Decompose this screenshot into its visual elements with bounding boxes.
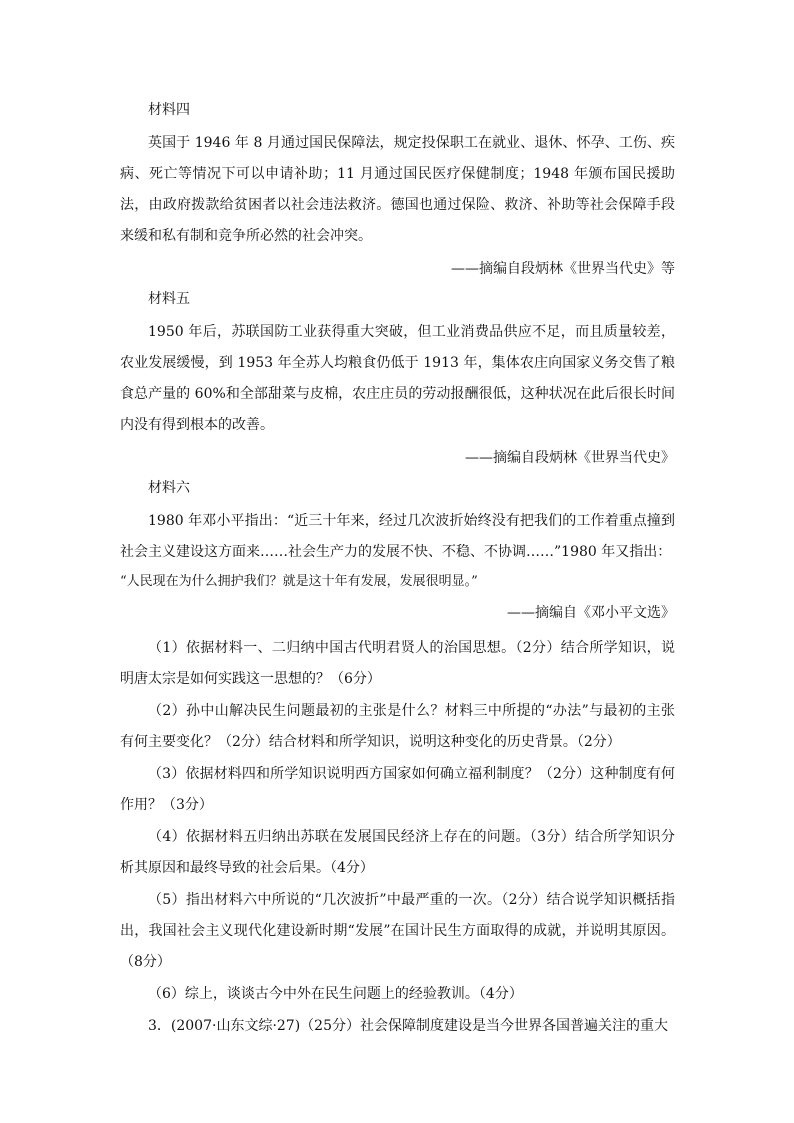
document-page (120, 100, 675, 1043)
material5-heading: 材料五 (148, 291, 190, 307)
question-2: （2）孙中山解决民生问题最初的主张是什么？材料三中所提的“办法”与最初的主张有何主要变化？（2分）结合材料和所学知识，说明这种变化的历史背景。（2分） (120, 703, 675, 750)
material5-source: ——摘编自段炳林《世界当代史》 (465, 450, 675, 466)
question-5: （5）指出材料六中所说的“几次波折”中最严重的一次。（2分）结合说学知识概括指出，我国社会主义现代化建设新时期“发展”在国计民生方面取得的成就，并说明其原因。（8分） (120, 892, 675, 970)
material6-heading: 材料六 (148, 480, 190, 496)
material6-source: ——摘编自《邓小平文选》 (507, 605, 675, 621)
question-1: （1）依据材料一、二归纳中国古代明君贤人的治国思想。（2分）结合所学知识，说明唐太宗是如何实践这一思想的？（6分） (120, 640, 675, 687)
question-3: （3）依据材料四和所学知识说明西方国家如何确立福利制度？（2分）这种制度有何作用？（3分） (120, 766, 675, 813)
question-6: （6）综上，谈谈古今中外在民生问题上的经验教训。（4分） (148, 986, 523, 1002)
material4-text: 英国于 1946 年 8 月通过国民保障法，规定投保职工在就业、退休、怀孕、工伤、疾病、死亡等情况下可以申请补助；11 月通过国民医疗保健制度；1948 年颁布国民援助法，由政府拨款给贫困者以社会违法救济。德国也通过保险、救济、补助等社会保障手段来缓和私有制和竞争所必然的社会冲突。 (120, 135, 675, 244)
material6-text: 1980 年邓小平指出：“近三十年来，经过几次波折始终没有把我们的工作着重点撞到社会主义建设这方面来……社会生产力的发展不快、不稳、不协调……”1980 年又指出： (120, 513, 675, 560)
material5-text: 1950 年后，苏联国防工业获得重大突破，但工业消费品供应不足，而且质量较差，农业发展缓慢，到 1953 年全苏人均粮食仍低于 1913 年，集体农庄向国家义务交售了粮食总产量的 60%和全部甜菜与皮棉，农庄庄员的劳动报酬很低，这种状况在此后很长时间内没有得到根本的改善。 (120, 324, 675, 433)
question-4: （4）依据材料五归纳出苏联在发展国民经济上存在的问题。（3分）结合所学知识分析其原因和最终导致的社会后果。（4分） (120, 829, 675, 876)
material6-quote: “人民现在为什么拥护我们？就是这十年有发展，发展很明显。” (120, 574, 478, 589)
material4-heading: 材料四 (148, 102, 190, 118)
material4-source: ——摘编自段炳林《世界当代史》等 (451, 261, 675, 277)
next-question: 3．(2007·山东文综·27)（25分）社会保障制度建设是当今世界各国普遍关注的重大 (148, 1018, 668, 1034)
